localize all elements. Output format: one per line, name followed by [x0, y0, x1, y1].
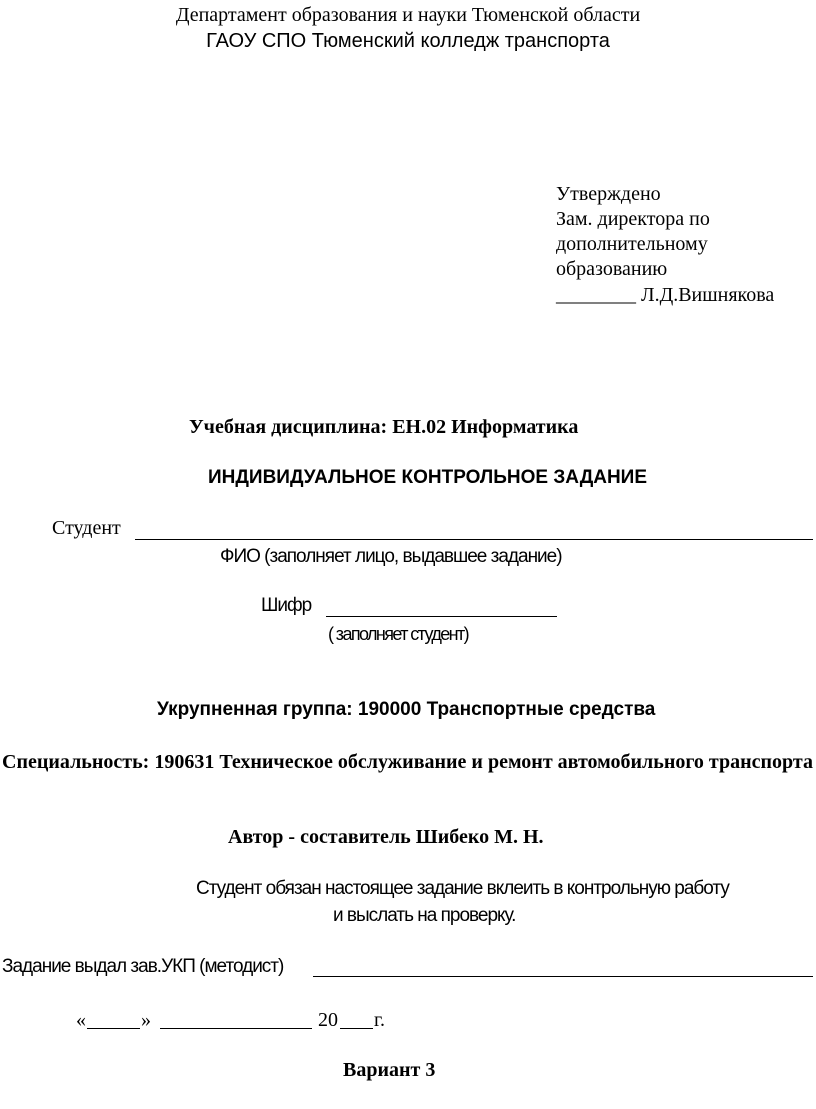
date-open-quote: «: [76, 1009, 86, 1031]
approval-position-line2: дополнительному: [556, 233, 708, 255]
date-close-quote: »: [141, 1009, 151, 1031]
fio-hint: ФИО (заполняет лицо, выдавшее задание): [220, 546, 562, 567]
issued-by-line: [313, 976, 813, 977]
student-label: Студент: [52, 517, 121, 539]
month-blank: [160, 1028, 312, 1029]
year-suffix: г.: [374, 1009, 385, 1031]
approval-title: Утверждено: [556, 183, 661, 205]
cipher-hint: ( заполняет студент): [328, 624, 469, 644]
student-fio-line: [135, 539, 813, 540]
instruction-line1: Студент обязан настоящее задание вклеить в контрольную работу: [196, 878, 729, 899]
variant: Вариант 3: [343, 1059, 436, 1081]
approval-position-line1: Зам. директора по: [556, 208, 710, 230]
approver-name: Л.Д.Вишнякова: [641, 284, 775, 306]
year-blank: [340, 1028, 373, 1029]
year-prefix: 20: [318, 1009, 338, 1031]
college-name: ГАОУ СПО Тюменский колледж транспорта: [206, 30, 610, 52]
approval-signature: [556, 284, 774, 307]
enlarged-group: Укрупненная группа: 190000 Транспортные средства: [157, 699, 656, 720]
discipline-heading: Учебная дисциплина: ЕН.02 Информатика: [189, 416, 579, 438]
specialty: Специальность: 190631 Техническое обслуживание и ремонт автомобильного транспорта: [2, 751, 813, 773]
day-blank: [87, 1028, 140, 1029]
cipher-line: [326, 616, 557, 617]
issued-by-label: Задание выдал зав.УКП (методист): [2, 956, 284, 977]
cipher-label: Шифр: [261, 595, 312, 616]
instruction-line2: и выслать на проверку.: [333, 905, 516, 926]
document-title: ИНДИВИДУАЛЬНОЕ КОНТРОЛЬНОЕ ЗАДАНИЕ: [208, 467, 648, 488]
approval-position-line3: образованию: [556, 258, 668, 280]
signature-blank: ________: [556, 284, 636, 306]
department-name: Департамент образования и науки Тюменской области: [175, 4, 641, 26]
author: Автор - составитель Шибеко М. Н.: [228, 826, 544, 848]
